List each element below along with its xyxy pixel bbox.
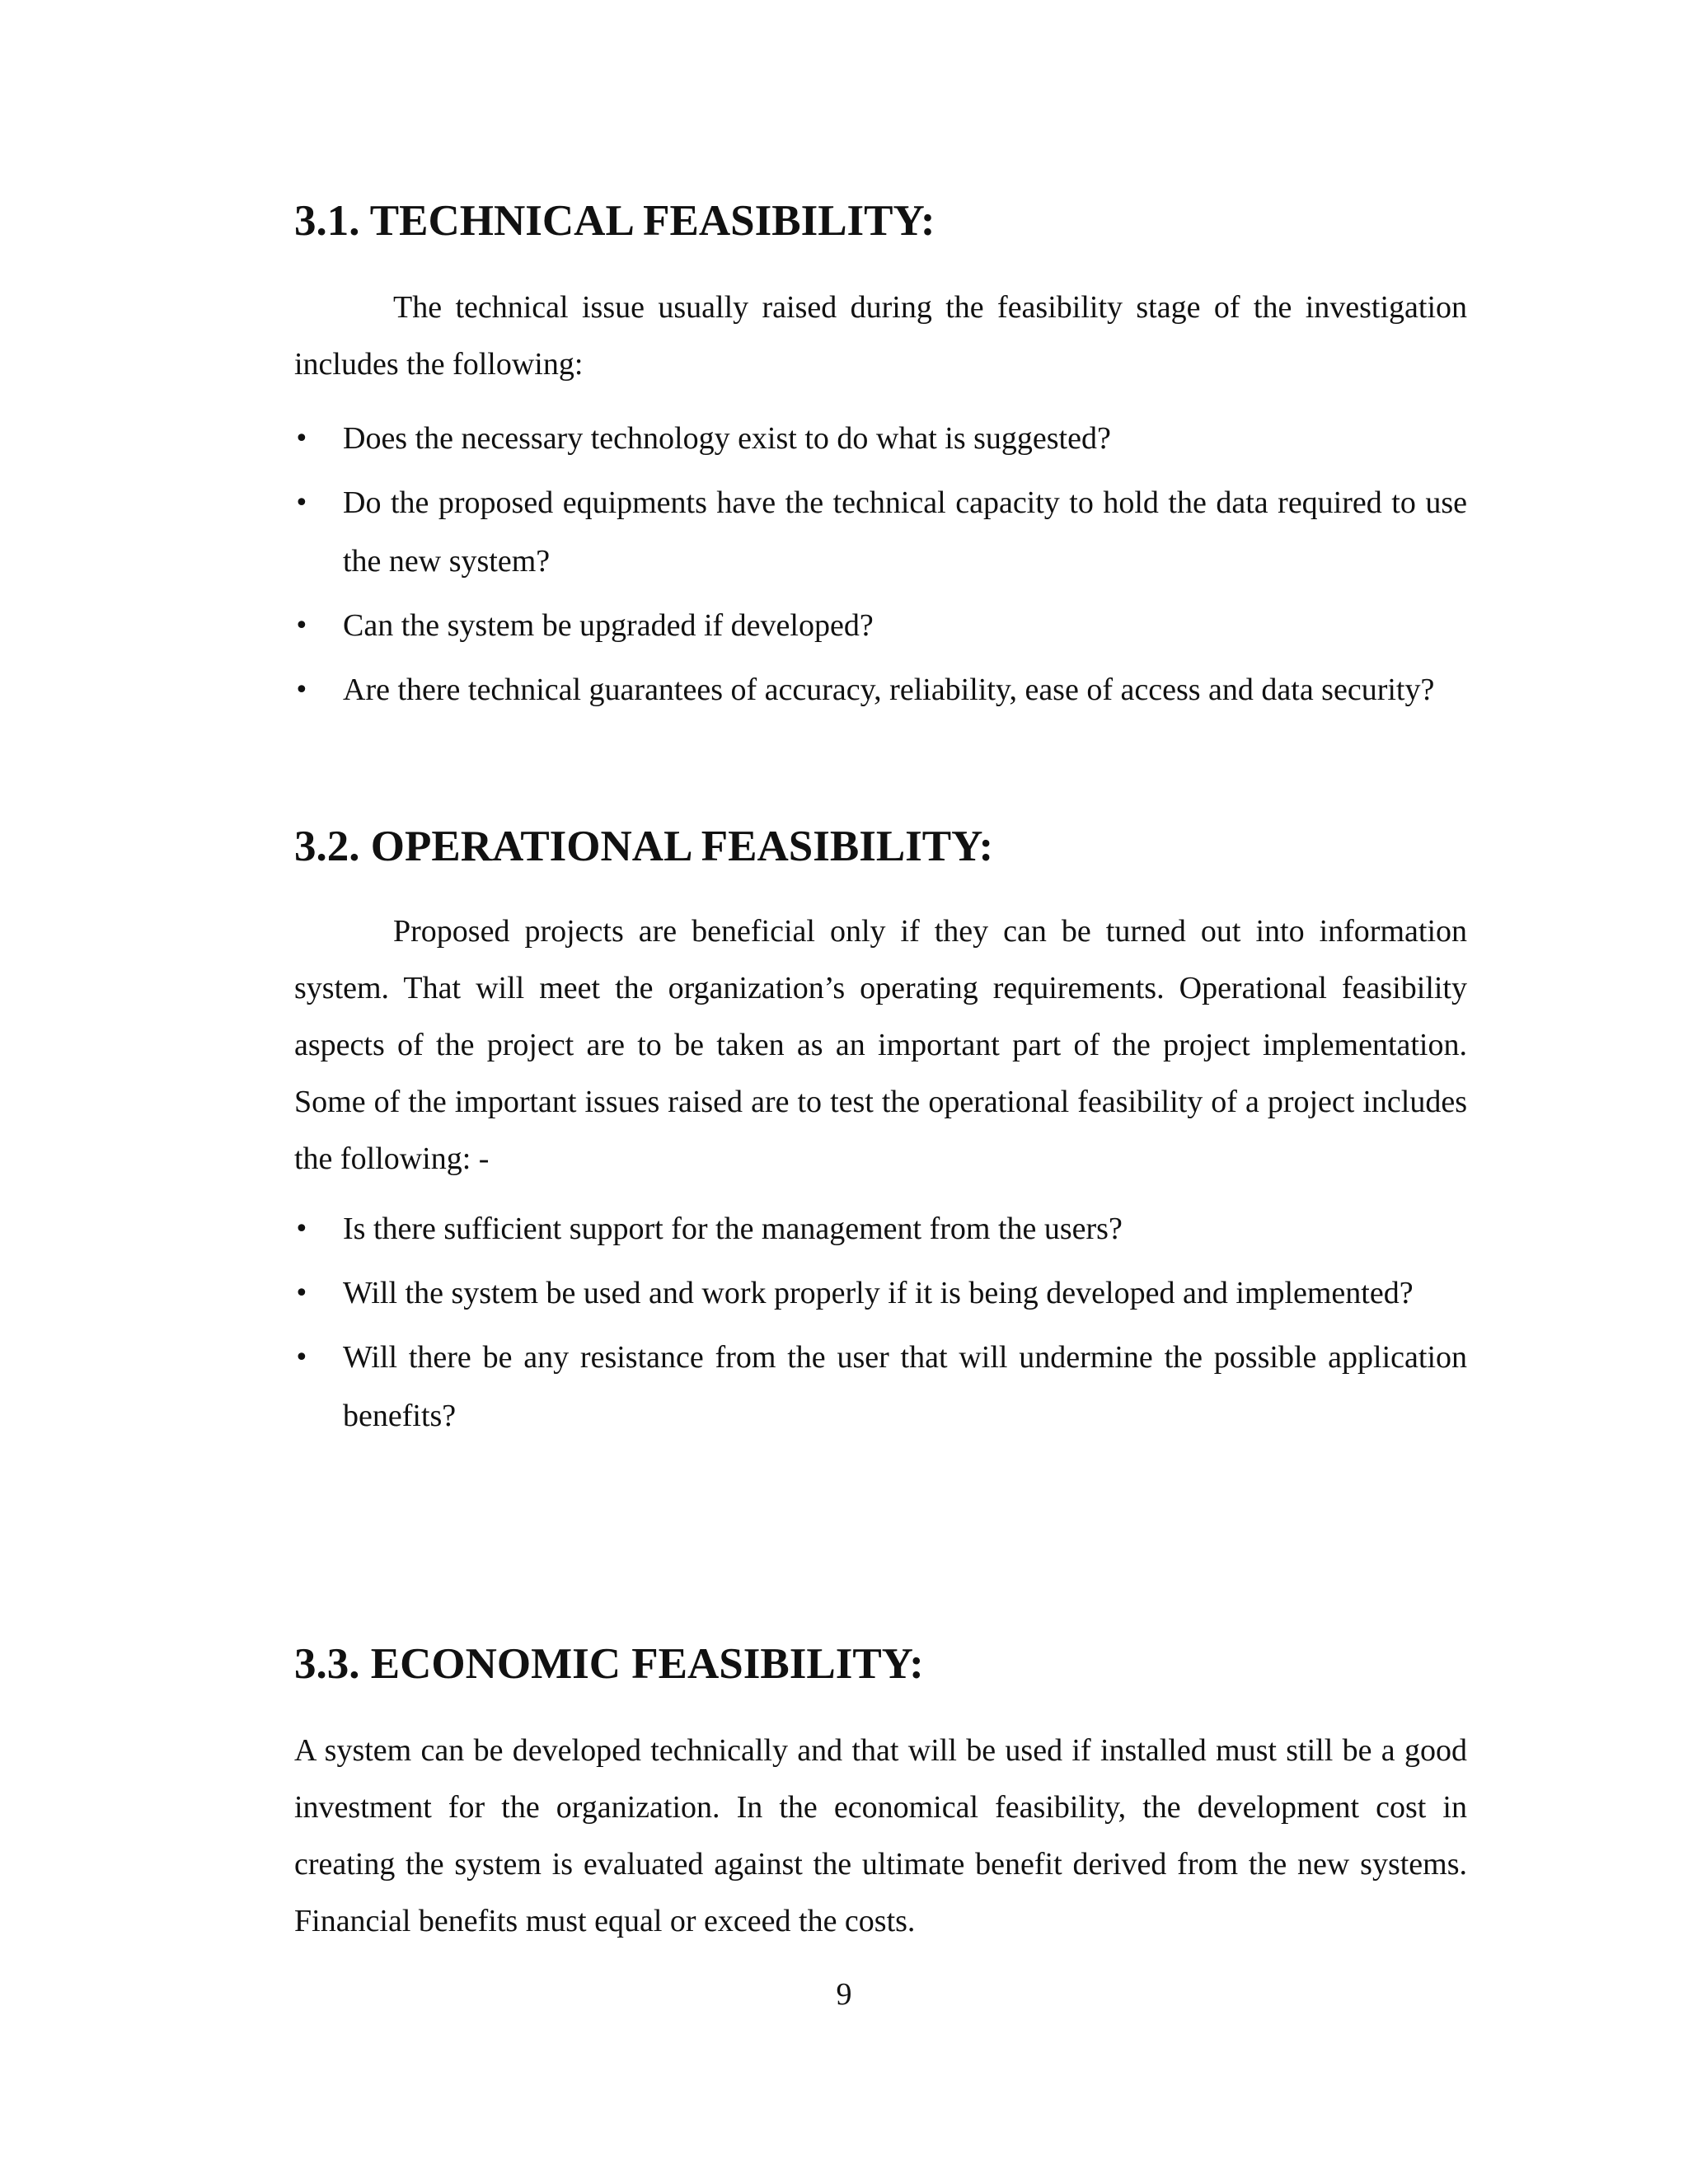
list-item (294, 1329, 1467, 1446)
bullet-icon: • (294, 1215, 309, 1244)
bullet-icon: • (294, 424, 309, 453)
bullet-icon: • (294, 1279, 309, 1308)
page-number: 9 (836, 1977, 852, 2012)
list-item-text: Is there sufficient support for the management from the users? (343, 1212, 1123, 1246)
list-item (294, 1264, 1467, 1323)
operational-feasibility-list (294, 1200, 1467, 1451)
list-item-text: Will the system be used and work properly if it is being developed and implemented? (343, 1276, 1414, 1310)
list-item (294, 661, 1467, 719)
list-item (294, 474, 1467, 591)
list-item (294, 597, 1467, 655)
bullet-icon: • (294, 676, 309, 705)
section-heading-operational-feasibility: 3.2. OPERATIONAL FEASIBILITY: (294, 823, 994, 870)
operational-feasibility-intro: Proposed projects are beneficial only if they can be turned out into information system. That will meet the organization’s operating requirements. Operational feasibility aspects of the project are to be taken as an important part of the project implementation. Some of the important issues raised are to test the operational feasibility of a project includes the following: - (294, 914, 1467, 1176)
section-heading-economic-feasibility: 3.3. ECONOMIC FEASIBILITY: (294, 1640, 924, 1688)
technical-feasibility-list (294, 410, 1467, 725)
section-heading-technical-feasibility: 3.1. TECHNICAL FEASIBILITY: (294, 197, 935, 245)
bullet-icon: • (294, 489, 309, 518)
list-item-text: Are there technical guarantees of accuracy, reliability, ease of access and data security? (343, 673, 1435, 707)
list-item-text: Do the proposed equipments have the technical capacity to hold the data required to use the new system? (343, 485, 1467, 579)
list-item-text: Can the system be upgraded if developed? (343, 608, 874, 643)
list-item-text: Does the necessary technology exist to do what is suggested? (343, 421, 1111, 456)
economic-feasibility-intro: A system can be developed technically and that will be used if installed must still be a good investment for the organization. In the economical feasibility, the development cost in creating the system is evaluated against the ultimate benefit derived from the new systems. Financial benefits must equal or exceed the costs. (294, 1733, 1467, 1938)
bullet-icon: • (294, 1343, 309, 1372)
technical-feasibility-intro: The technical issue usually raised during the feasibility stage of the investigation includes the following: (294, 290, 1467, 382)
bullet-icon: • (294, 612, 309, 640)
list-item (294, 1200, 1467, 1258)
list-item-text: Will there be any resistance from the user that will undermine the possible application benefits? (343, 1340, 1467, 1433)
list-item (294, 410, 1467, 468)
